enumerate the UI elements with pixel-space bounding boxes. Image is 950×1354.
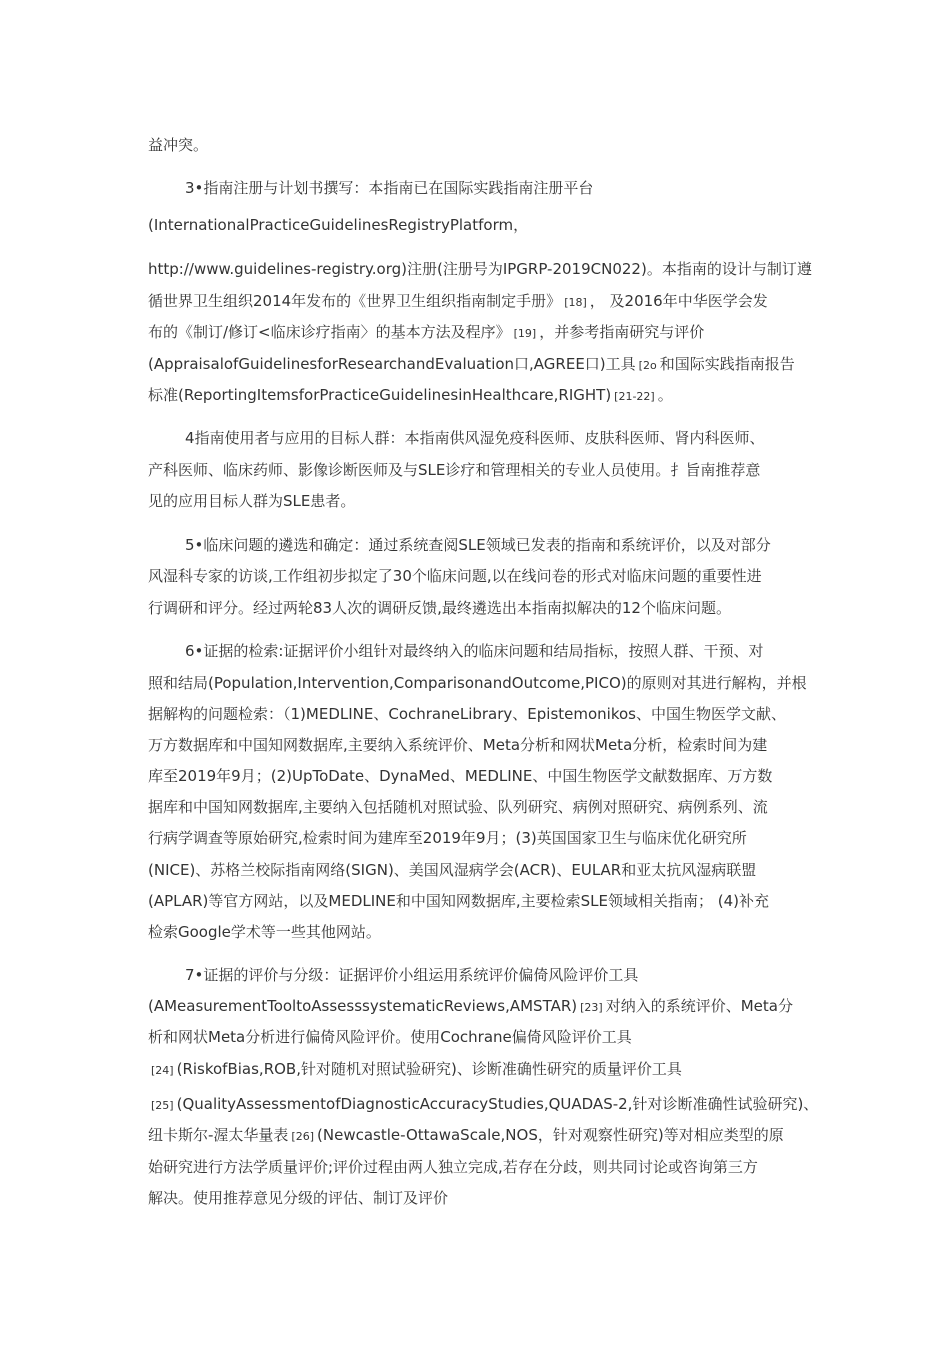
p3-line-2: (InternationalPracticeGuidelinesRegistryPlatform， bbox=[148, 216, 529, 234]
p6-line-5: 库至2019年9月；(2)UpToDate、DynaMed、MEDLINE、中国生物医学文献数据库、万方数 bbox=[148, 767, 773, 785]
p3-line-6-tail: 和国际实践指南报告 bbox=[659, 355, 795, 373]
p6-line-2: 照和结局(Population,Intervention,ComparisonandOutcome,PICO)的原则对其进行解构，并根 bbox=[148, 674, 807, 692]
p3-line-5-tail: ，并参考指南研究与评价 bbox=[539, 323, 705, 341]
p6-line-3: 据解构的问题检索：（1)MEDLINE、CochraneLibrary、Epistemonikos、中国生物医学文献、 bbox=[148, 705, 786, 723]
p3-line-5 bbox=[148, 322, 704, 342]
p4-line-3: 见的应用目标人群为SLE患者。 bbox=[148, 492, 356, 510]
p7-line-5-text: (QualityAssessmentofDiagnosticAccuracyStudies,QUADAS-2,针对诊断准确性试验研究)、 bbox=[176, 1095, 819, 1113]
p3-line-7-text: 标准(ReportingItemsforPracticeGuidelinesinHealthcare,RIGHT) bbox=[148, 386, 612, 404]
p6-line-1: 6•证据的检索:证据评价小组针对最终纳入的临床问题和结局指标，按照人群、干预、对 bbox=[185, 642, 764, 660]
p7-line-6 bbox=[148, 1125, 784, 1145]
citation-19: [19] bbox=[513, 327, 537, 340]
p5-line-3: 行调研和评分。经过两轮83人次的调研反馈,最终遴选出本指南拟解决的12个临床问题。 bbox=[148, 599, 731, 617]
p5-line-1: 5•临床问题的遴选和确定：通过系统查阅SLE领域已发表的指南和系统评价，以及对部分 bbox=[185, 536, 771, 554]
p3-line-7 bbox=[148, 385, 673, 405]
citation-24: [24] bbox=[151, 1064, 174, 1077]
citation-20: [2o bbox=[638, 359, 657, 372]
p6-line-8: (NICE)、苏格兰校际指南网络(SIGN)、美国风湿病学会(ACR)、EULAR和亚太抗风湿病联盟 bbox=[148, 861, 757, 879]
p7-line-6-tail: (Newcastle-OttawaScale,NOS，针对观察性研究)等对相应类型的原 bbox=[317, 1126, 784, 1144]
p3-line-4-text: 循世界卫生组织2014年发布的《世界卫生组织指南制定手册》 bbox=[148, 292, 562, 310]
p3-line-3: http://www.guidelines-registry.org)注册(注册号为IPGRP-2019CN022)。本指南的设计与制订遵 bbox=[148, 260, 812, 278]
p3-line-6 bbox=[148, 354, 795, 374]
p7-line-3: 析和网状Meta分析进行偏倚风险评价。使用Cochrane偏倚风险评价工具 bbox=[148, 1028, 632, 1046]
paragraph-end-line: 益冲突。 bbox=[148, 136, 209, 154]
p4-line-2: 产科医师、临床药师、影像诊断医师及与SLE诊疗和管理相关的专业人员使用。扌旨南推荐意 bbox=[148, 461, 761, 479]
citation-21-22: [21-22] bbox=[614, 390, 655, 403]
p7-line-4-text: (RiskofBias,ROB,针对随机对照试验研究)、诊断准确性研究的质量评价工具 bbox=[176, 1060, 682, 1078]
p7-line-6-text: 纽卡斯尔-渥太华量表 bbox=[148, 1126, 289, 1144]
p6-line-4: 万方数据库和中国知网数据库,主要纳入系统评价、Meta分析和网状Meta分析，检索时间为建 bbox=[148, 736, 768, 754]
p4-line-1: 4指南使用者与应用的目标人群：本指南供风湿免疫科医师、皮肤科医师、肾内科医师、 bbox=[185, 429, 765, 447]
p7-line-7: 始研究进行方法学质量评价;评价过程由两人独立完成,若存在分歧，则共同讨论或咨询第三方 bbox=[148, 1158, 758, 1176]
citation-25: [25] bbox=[151, 1099, 174, 1112]
p7-line-5 bbox=[148, 1094, 818, 1114]
p7-line-8: 解决。使用推荐意见分级的评估、制订及评价 bbox=[148, 1189, 449, 1207]
p7-line-4 bbox=[148, 1059, 682, 1079]
p3-line-1: 3•指南注册与计划书撰写：本指南已在国际实践指南注册平台 bbox=[185, 179, 594, 197]
p6-line-6: 据库和中国知网数据库,主要纳入包括随机对照试验、队列研究、病例对照研究、病例系列、流 bbox=[148, 798, 768, 816]
p7-line-1: 7•证据的评价与分级：证据评价小组运用系统评价偏倚风险评价工具 bbox=[185, 966, 639, 984]
p6-line-10: 检索Google学术等一些其他网站。 bbox=[148, 923, 381, 941]
citation-23: [23] bbox=[580, 1001, 603, 1014]
p7-line-2-text: (AMeasurementTooltoAssesssystematicReviews,AMSTAR) bbox=[148, 997, 578, 1015]
p5-line-2: 风湿科专家的访谈,工作组初步拟定了30个临床问题,以在线问卷的形式对临床问题的重要性进 bbox=[148, 567, 762, 585]
citation-26: [26] bbox=[291, 1130, 315, 1143]
p7-line-2-tail: 对纳入的系统评价、Meta分 bbox=[605, 997, 793, 1015]
p6-line-9: (APLAR)等官方网站，以及MEDLINE和中国知网数据库,主要检索SLE领域相关指南； (4)补充 bbox=[148, 892, 769, 910]
citation-18: [18] bbox=[564, 296, 587, 309]
p3-line-4 bbox=[148, 291, 768, 311]
p3-line-6-text: (AppraisalofGuidelinesforResearchandEvaluation口,AGREE口)工具 bbox=[148, 355, 636, 373]
p6-line-7: 行病学调查等原始研究,检索时间为建库至2019年9月；(3)英国国家卫生与临床优化研究所 bbox=[148, 829, 747, 847]
p3-line-5-text: 布的《制订/修订<临床诊疗指南〉的基本方法及程序》 bbox=[148, 323, 511, 341]
p3-line-7-tail: 。 bbox=[657, 386, 673, 404]
p3-line-4-tail: ， 及2016年中华医学会发 bbox=[589, 292, 768, 310]
p7-line-2 bbox=[148, 996, 793, 1016]
